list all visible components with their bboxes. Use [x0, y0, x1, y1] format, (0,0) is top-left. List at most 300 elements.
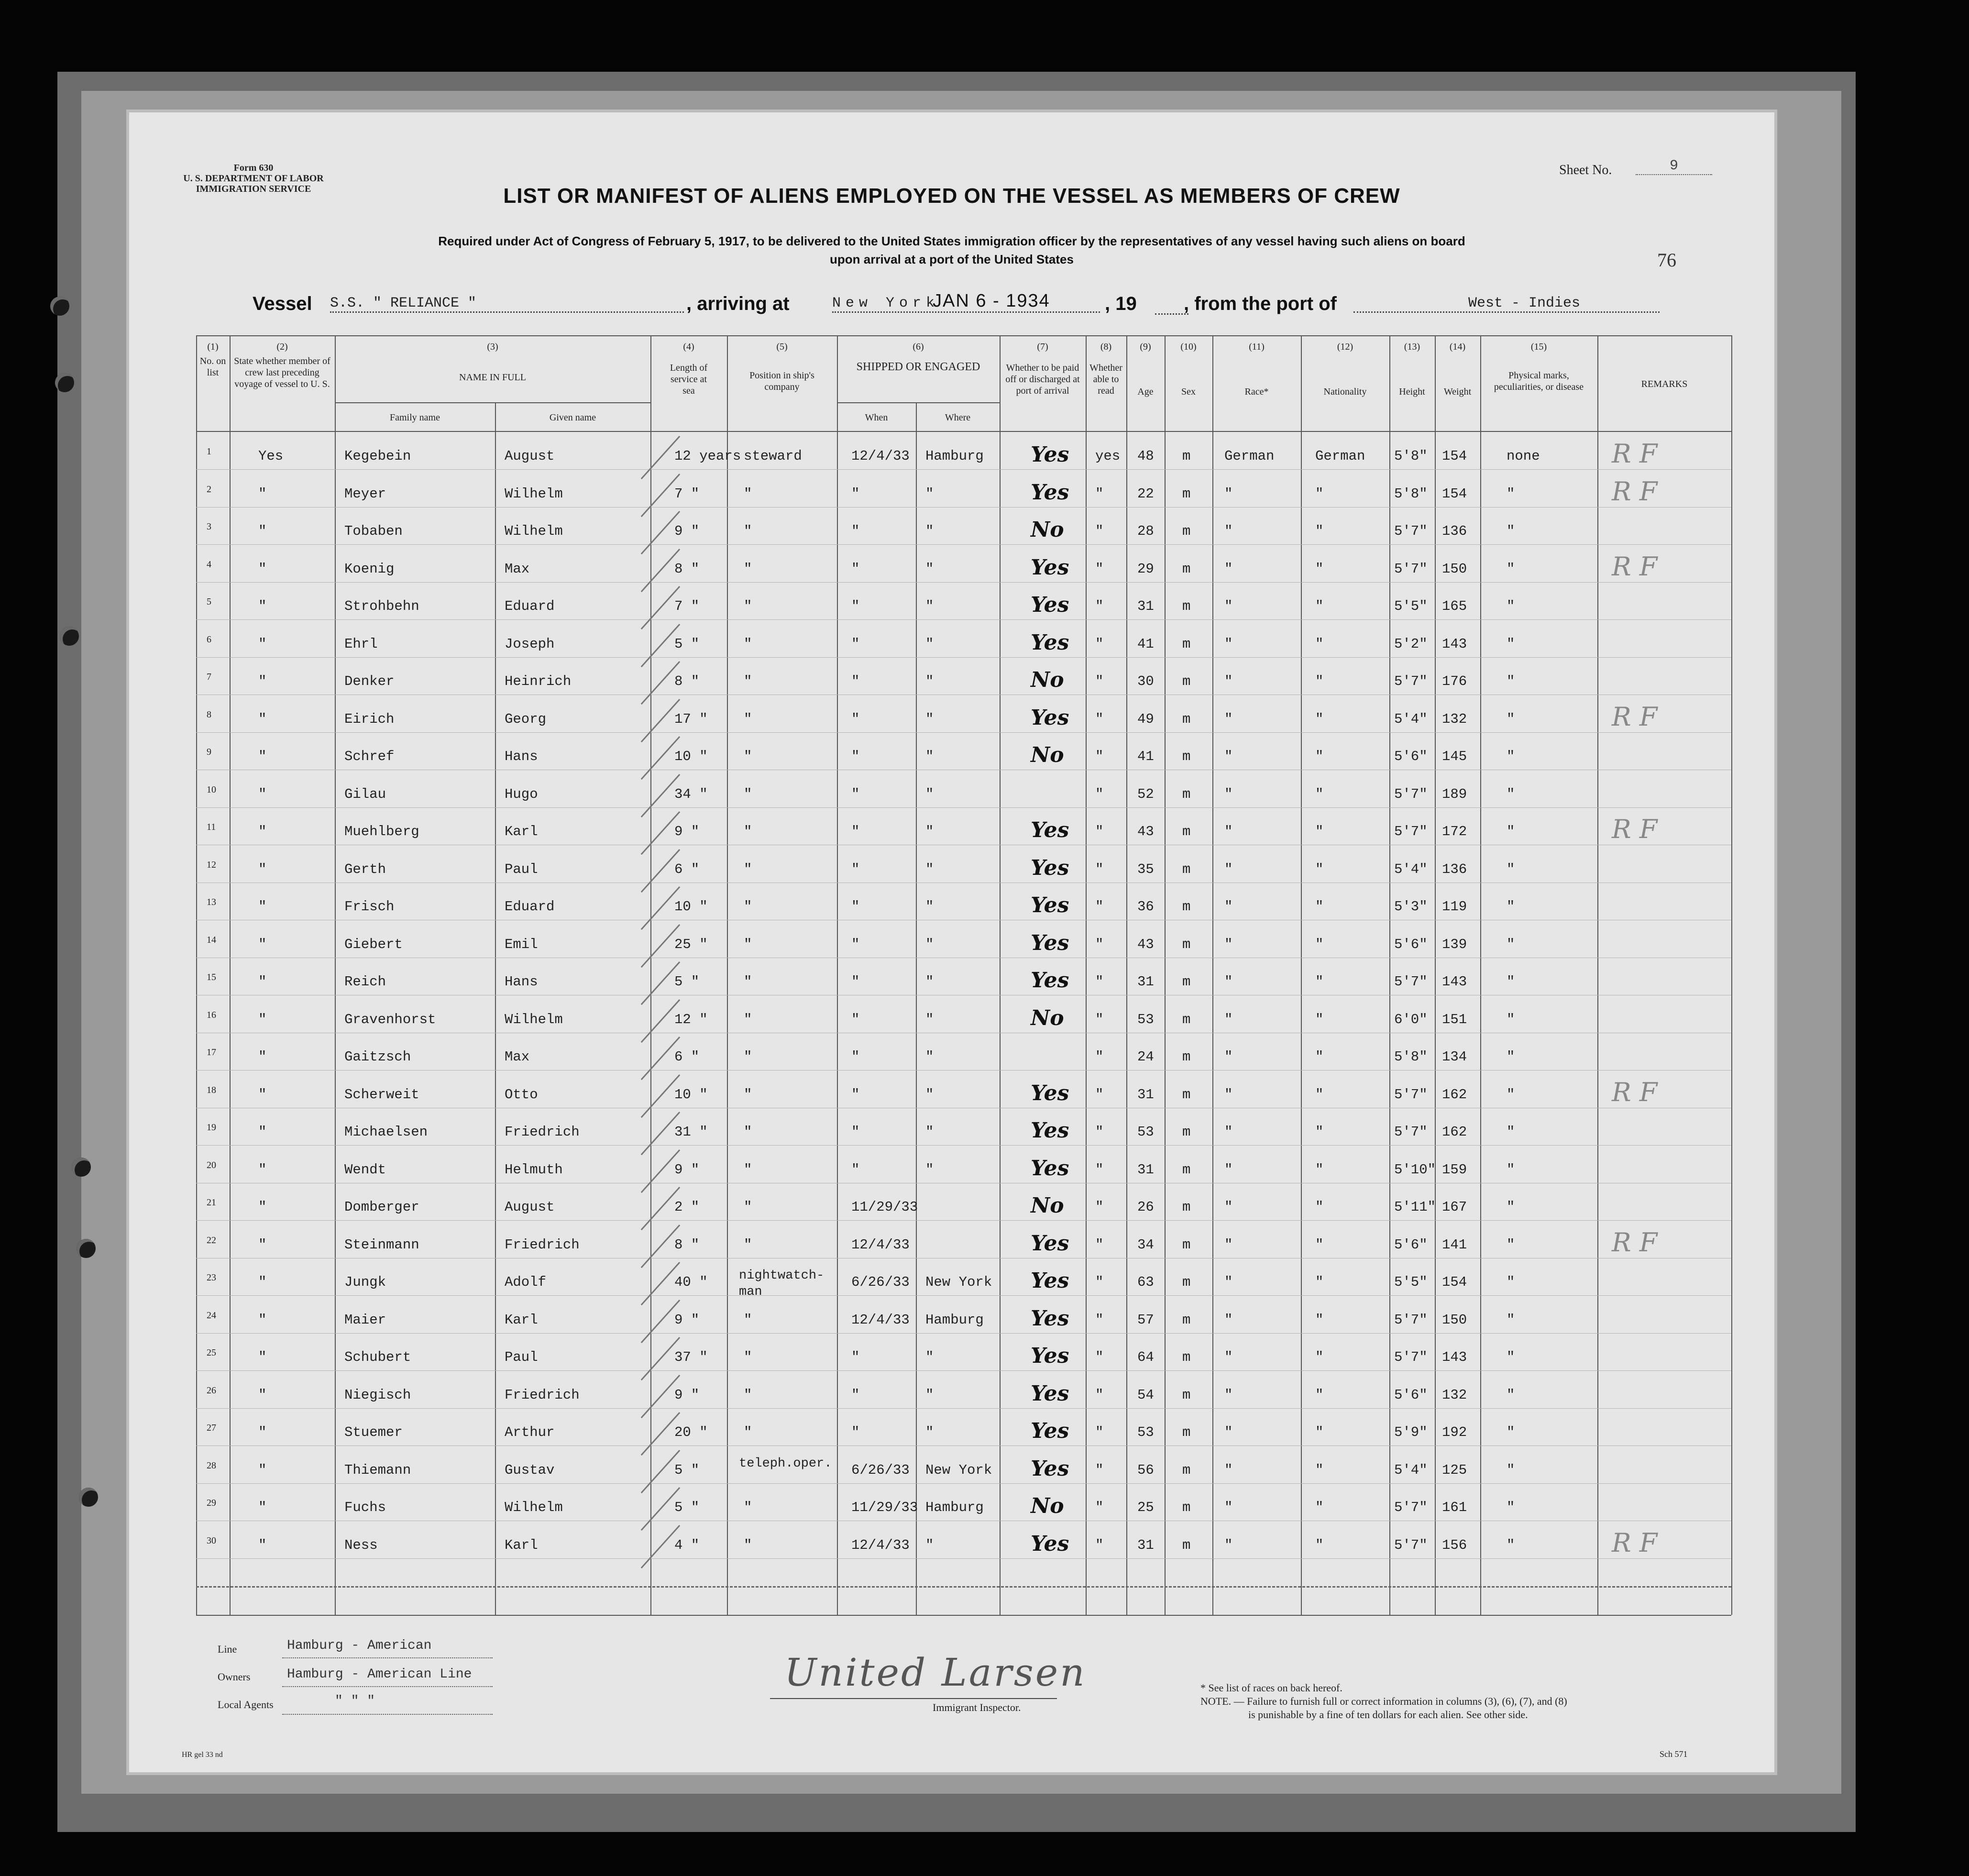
row-divider — [196, 544, 1731, 545]
col-prev: " — [258, 561, 267, 577]
handwritten-paid-off: Yes — [1031, 855, 1069, 880]
col-race: " — [1224, 824, 1233, 839]
col7-header — [1000, 341, 1086, 397]
date-stamp: JAN 6 - 1934 — [933, 291, 1050, 311]
col14-number: (14) — [1449, 342, 1466, 352]
col-race: " — [1224, 861, 1233, 877]
col-race: " — [1224, 786, 1233, 802]
col-service: 25 " — [674, 936, 708, 952]
col-age: 26 — [1137, 1199, 1154, 1215]
col-nationality: " — [1315, 1537, 1324, 1553]
col-sex: m — [1182, 1274, 1191, 1290]
col-height: 5'8" — [1394, 1049, 1428, 1065]
col-prev: " — [258, 936, 267, 952]
handwritten-paid-off: Yes — [1031, 1344, 1069, 1368]
col-prev: Yes — [258, 448, 284, 464]
pencil-remark: R F — [1612, 551, 1658, 582]
col-age: 48 — [1137, 448, 1154, 464]
col-race: " — [1224, 1236, 1233, 1253]
col-service: 37 " — [674, 1349, 708, 1365]
col4-label: Length of service at sea — [670, 363, 708, 396]
inspector-signature-line — [770, 1698, 1057, 1699]
col-where: New York — [925, 1462, 992, 1478]
col-prev: " — [258, 1161, 267, 1178]
col-given: August — [505, 448, 555, 464]
col-race: " — [1224, 598, 1233, 614]
col-prev: " — [258, 523, 267, 539]
col-when: " — [851, 899, 860, 915]
col-height: 5'7" — [1394, 1537, 1428, 1553]
col-divider — [1731, 335, 1732, 1615]
col-family: Tobaben — [344, 523, 403, 539]
col14-label: Weight — [1443, 386, 1472, 397]
handwritten-paid-off: No — [1031, 668, 1064, 692]
header-bottom-border — [196, 431, 1731, 432]
col-age: 63 — [1137, 1274, 1154, 1290]
col-given: Max — [505, 561, 530, 577]
col-family: Wendt — [344, 1161, 386, 1178]
crew-table — [196, 335, 1731, 1615]
row-divider — [196, 1408, 1731, 1409]
col-marks: " — [1507, 1537, 1515, 1553]
col-prev: " — [258, 598, 267, 614]
row-divider — [196, 807, 1731, 808]
col-where: " — [925, 1011, 934, 1027]
col-when: 11/29/33 — [851, 1199, 918, 1215]
col-prev: " — [258, 636, 267, 652]
col-service: 5 " — [674, 1500, 700, 1515]
col-read: " — [1095, 1424, 1104, 1440]
col-prev: " — [258, 1462, 267, 1478]
handwritten-paid-off: Yes — [1031, 593, 1069, 617]
handwritten-paid-off: Yes — [1031, 705, 1069, 730]
col9-header — [1126, 341, 1165, 397]
col-age: 31 — [1137, 974, 1154, 990]
col-given: Eduard — [505, 899, 555, 915]
col-family: Stuemer — [344, 1424, 403, 1440]
col-divider — [1389, 335, 1390, 1615]
pencil-remark: R F — [1612, 476, 1658, 507]
col-race: " — [1224, 523, 1233, 539]
col-when: 6/26/33 — [851, 1462, 910, 1478]
col-read: " — [1095, 523, 1104, 539]
col-marks: " — [1507, 1049, 1515, 1065]
row-number: 26 — [207, 1385, 216, 1396]
col-height: 5'6" — [1394, 936, 1428, 952]
col-when: " — [851, 673, 860, 689]
col-position: " — [744, 1199, 752, 1215]
col-age: 31 — [1137, 598, 1154, 614]
col-position: teleph.oper. — [739, 1456, 832, 1471]
col-position: " — [744, 1049, 752, 1065]
col-age: 49 — [1137, 711, 1154, 727]
year-label: , 19 — [1105, 293, 1137, 314]
col-weight: 151 — [1442, 1011, 1467, 1027]
col-height: 5'4" — [1394, 861, 1428, 877]
pencil-remark: R F — [1612, 1527, 1658, 1558]
col-family: Reich — [344, 974, 386, 990]
col-position: " — [744, 561, 752, 577]
col-position: " — [744, 786, 752, 802]
col-weight: 119 — [1442, 899, 1467, 915]
col-age: 53 — [1137, 1011, 1154, 1027]
col-where: " — [925, 1537, 934, 1553]
col-marks: " — [1507, 1462, 1515, 1478]
col-when: " — [851, 936, 860, 952]
col-prev: " — [258, 1086, 267, 1103]
col-when: " — [851, 1124, 860, 1140]
col-weight: 145 — [1442, 749, 1467, 764]
col-read: " — [1095, 1312, 1104, 1328]
col-prev: " — [258, 1500, 267, 1515]
col-read: " — [1095, 786, 1104, 802]
col-weight: 189 — [1442, 786, 1467, 802]
col-family: Domberger — [344, 1199, 419, 1215]
col-position: " — [744, 899, 752, 915]
row-divider — [196, 1483, 1731, 1484]
col-where: " — [925, 861, 934, 877]
col-nationality: " — [1315, 1011, 1324, 1027]
col8-header — [1086, 341, 1126, 397]
row-number: 14 — [207, 934, 216, 945]
row-divider — [196, 619, 1731, 620]
row-number: 2 — [207, 484, 211, 495]
col-given: Heinrich — [505, 673, 572, 689]
subtitle-line-1: Required under Act of Congress of February 5, 1917, to be delivered to the United States immigration officer by the representatives of any vessel having such aliens on board — [438, 234, 1465, 248]
binder-hole-icon — [72, 1158, 91, 1177]
col-sex: m — [1182, 711, 1191, 727]
col-weight: 136 — [1442, 523, 1467, 539]
col-service: 20 " — [674, 1424, 708, 1440]
col-service: 8 " — [674, 1236, 700, 1253]
col-when: " — [851, 523, 860, 539]
col-divider — [1086, 335, 1087, 1615]
col-where: " — [925, 786, 934, 802]
col-read: " — [1095, 486, 1104, 502]
col-when: " — [851, 974, 860, 990]
handwritten-paid-off: No — [1031, 518, 1064, 542]
col-family: Meyer — [344, 486, 386, 502]
col-weight: 125 — [1442, 1462, 1467, 1478]
col2-header — [232, 341, 332, 390]
col-position: " — [744, 1086, 752, 1103]
col-prev: " — [258, 824, 267, 839]
col-sex: m — [1182, 1199, 1191, 1215]
col-age: 43 — [1137, 936, 1154, 952]
manifest-sheet — [129, 112, 1774, 1772]
col4-number: (4) — [683, 342, 694, 352]
col-position: " — [744, 598, 752, 614]
col-prev: " — [258, 1236, 267, 1253]
col-race: " — [1224, 1274, 1233, 1290]
col-when: 12/4/33 — [851, 1312, 910, 1328]
col-sex: m — [1182, 1011, 1191, 1027]
handwritten-paid-off: Yes — [1031, 1419, 1069, 1443]
form-number: Form 630 — [233, 163, 274, 173]
col-marks: " — [1507, 486, 1515, 502]
col-sex: m — [1182, 1500, 1191, 1515]
sheet-label: Sheet No. — [1559, 163, 1612, 177]
col6b-header: Where — [945, 412, 971, 423]
col-marks: " — [1507, 1500, 1515, 1515]
pencil-remark: R F — [1612, 701, 1658, 732]
col-height: 5'4" — [1394, 1462, 1428, 1478]
col-prev: " — [258, 1011, 267, 1027]
col-nationality: " — [1315, 673, 1324, 689]
row-number: 28 — [207, 1460, 216, 1471]
col-when: " — [851, 636, 860, 652]
col-read: " — [1095, 1161, 1104, 1178]
col-marks: " — [1507, 1161, 1515, 1178]
col15-header — [1480, 341, 1597, 393]
col8-number: (8) — [1100, 342, 1112, 352]
col-nationality: " — [1315, 523, 1324, 539]
handwritten-paid-off: Yes — [1031, 1081, 1069, 1105]
binder-hole-icon — [77, 1239, 96, 1258]
col-family: Niegisch — [344, 1387, 411, 1403]
col-race: " — [1224, 1011, 1233, 1027]
row-number: 23 — [207, 1272, 216, 1283]
col-read: " — [1095, 673, 1104, 689]
col4-header — [650, 341, 727, 397]
col-nationality: " — [1315, 749, 1324, 764]
form-service: IMMIGRATION SERVICE — [196, 184, 311, 194]
col-service: 8 " — [674, 561, 700, 577]
col-weight: 143 — [1442, 1349, 1467, 1365]
col-marks: " — [1507, 1124, 1515, 1140]
col-age: 30 — [1137, 673, 1154, 689]
col8-label: Whether able to read — [1089, 363, 1122, 396]
col-nationality: " — [1315, 824, 1324, 839]
row-number: 12 — [207, 859, 216, 870]
col-height: 5'7" — [1394, 1349, 1428, 1365]
handwritten-paid-off: Yes — [1031, 968, 1069, 993]
col-given: Karl — [505, 1537, 538, 1553]
pencil-remark: R F — [1612, 439, 1658, 469]
col-age: 52 — [1137, 786, 1154, 802]
col-read: " — [1095, 1124, 1104, 1140]
col-marks: " — [1507, 786, 1515, 802]
col-nationality: " — [1315, 561, 1324, 577]
col-given: Friedrich — [505, 1124, 580, 1140]
col-divider — [1126, 335, 1127, 1615]
col-read: " — [1095, 561, 1104, 577]
col5-number: (5) — [776, 342, 788, 352]
col-service: 7 " — [674, 598, 700, 614]
col-when: " — [851, 1161, 860, 1178]
col-age: 53 — [1137, 1424, 1154, 1440]
col-where: " — [925, 899, 934, 915]
col-sex: m — [1182, 974, 1191, 990]
col7-number: (7) — [1037, 342, 1048, 352]
col-marks: " — [1507, 861, 1515, 877]
col12-number: (12) — [1337, 342, 1353, 352]
col-race: " — [1224, 1199, 1233, 1215]
col-marks: " — [1507, 673, 1515, 689]
col-marks: " — [1507, 523, 1515, 539]
form-department: U. S. DEPARTMENT OF LABOR — [183, 173, 324, 184]
col-sex: m — [1182, 1387, 1191, 1403]
row-number: 3 — [207, 521, 211, 532]
col-service: 12 " — [674, 1011, 708, 1027]
col-weight: 162 — [1442, 1124, 1467, 1140]
footer-owners-value: Hamburg - American Line — [287, 1667, 472, 1682]
col-where: " — [925, 1349, 934, 1365]
col-family: Schubert — [344, 1349, 411, 1365]
penalty-note-2: is punishable by a fine of ten dollars for each alien. See other side. — [1248, 1709, 1528, 1721]
col-when: " — [851, 598, 860, 614]
col-position: " — [744, 1387, 752, 1403]
row-number: 5 — [207, 596, 211, 607]
footer-agents-fill — [282, 1714, 493, 1715]
col-marks: " — [1507, 711, 1515, 727]
col-position: " — [744, 486, 752, 502]
row-number: 6 — [207, 634, 211, 645]
col6-number: (6) — [913, 342, 924, 352]
col-family: Fuchs — [344, 1500, 386, 1515]
col-given: Karl — [505, 1312, 538, 1328]
col-sex: m — [1182, 448, 1191, 464]
races-note: * See list of races on back hereof. — [1200, 1682, 1342, 1694]
col-given: Friedrich — [505, 1236, 580, 1253]
col-age: 24 — [1137, 1049, 1154, 1065]
col-where: " — [925, 974, 934, 990]
col-nationality: " — [1315, 1161, 1324, 1178]
col-when: " — [851, 1086, 860, 1103]
col-when: " — [851, 1349, 860, 1365]
col-position: " — [744, 749, 752, 764]
col-given: August — [505, 1199, 555, 1215]
col3-number: (3) — [487, 342, 498, 352]
col-height: 5'7" — [1394, 974, 1428, 990]
col-given: Helmuth — [505, 1161, 563, 1178]
col-age: 43 — [1137, 824, 1154, 839]
col-divider — [1165, 335, 1166, 1615]
handwritten-paid-off: No — [1031, 743, 1064, 767]
shipped-subheader-line — [837, 402, 1000, 403]
col-weight: 136 — [1442, 861, 1467, 877]
page-title: LIST OR MANIFEST OF ALIENS EMPLOYED ON THE VESSEL AS MEMBERS OF CREW — [503, 184, 1400, 208]
col-given: Eduard — [505, 598, 555, 614]
col-nationality: " — [1315, 711, 1324, 727]
handwritten-paid-off: Yes — [1031, 893, 1069, 917]
col-race: " — [1224, 636, 1233, 652]
row-number: 20 — [207, 1159, 216, 1170]
col-weight: 172 — [1442, 824, 1467, 839]
row-number: 27 — [207, 1423, 216, 1433]
col-when: " — [851, 486, 860, 502]
col-height: 5'6" — [1394, 1236, 1428, 1253]
col-given: Hans — [505, 749, 538, 764]
col-weight: 154 — [1442, 448, 1467, 464]
col-read: " — [1095, 1274, 1104, 1290]
col-service: 6 " — [674, 1049, 700, 1065]
col-height: 5'7" — [1394, 786, 1428, 802]
row-divider — [196, 507, 1731, 508]
col-height: 5'4" — [1394, 711, 1428, 727]
handwritten-paid-off: Yes — [1031, 442, 1069, 467]
col-sex: m — [1182, 598, 1191, 614]
col-service: 5 " — [674, 1462, 700, 1478]
col-nationality: " — [1315, 1199, 1324, 1215]
col-nationality: German — [1315, 448, 1365, 464]
col-nationality: " — [1315, 486, 1324, 502]
schedule-code: Sch 571 — [1660, 1749, 1688, 1759]
arriving-port: New York — [832, 295, 1100, 313]
binder-hole-icon — [55, 373, 74, 392]
col-service: 17 " — [674, 711, 708, 727]
col-divider — [837, 335, 838, 1615]
col-position: " — [744, 1312, 752, 1328]
col-sex: m — [1182, 673, 1191, 689]
col-where: " — [925, 486, 934, 502]
table-top-border — [196, 335, 1731, 336]
col-service: 7 " — [674, 486, 700, 502]
col-age: 35 — [1137, 861, 1154, 877]
col-given: Otto — [505, 1086, 538, 1103]
col-position: " — [744, 711, 752, 727]
col-where: New York — [925, 1274, 992, 1290]
col-position: nightwatch-man — [739, 1269, 825, 1299]
col-position: " — [744, 1236, 752, 1253]
col-when: " — [851, 1049, 860, 1065]
col-read: " — [1095, 636, 1104, 652]
col-read: " — [1095, 1387, 1104, 1403]
row-number: 8 — [207, 709, 211, 720]
handwritten-paid-off: Yes — [1031, 1531, 1069, 1556]
col-prev: " — [258, 1349, 267, 1365]
col-race: " — [1224, 1387, 1233, 1403]
handwritten-paid-off: Yes — [1031, 1231, 1069, 1256]
footer-line-label: Line — [218, 1643, 237, 1655]
page-subtitle — [129, 232, 1774, 268]
col-height: 5'9" — [1394, 1424, 1428, 1440]
col-divider — [1301, 335, 1302, 1615]
row-number: 21 — [207, 1197, 216, 1208]
col-service: 8 " — [674, 673, 700, 689]
col-sex: m — [1182, 1537, 1191, 1553]
row-number: 15 — [207, 972, 216, 982]
col-position: " — [744, 636, 752, 652]
footer-agents-value: " " " — [335, 1694, 375, 1709]
col-family: Jungk — [344, 1274, 386, 1290]
col-family: Strohbehn — [344, 598, 419, 614]
col13-number: (13) — [1404, 342, 1420, 352]
col-prev: " — [258, 1537, 267, 1553]
col-given: Joseph — [505, 636, 555, 652]
col-age: 28 — [1137, 523, 1154, 539]
col-age: 36 — [1137, 899, 1154, 915]
col-nationality: " — [1315, 1387, 1324, 1403]
col-position: " — [744, 936, 752, 952]
col-service: 10 " — [674, 1086, 708, 1103]
col-race: " — [1224, 899, 1233, 915]
col-sex: m — [1182, 561, 1191, 577]
col-sex: m — [1182, 636, 1191, 652]
col-when: " — [851, 824, 860, 839]
col-given: Hans — [505, 974, 538, 990]
col-marks: " — [1507, 1011, 1515, 1027]
col-age: 64 — [1137, 1349, 1154, 1365]
col-nationality: " — [1315, 1462, 1324, 1478]
handwritten-paid-off: Yes — [1031, 630, 1069, 655]
col-marks: " — [1507, 1199, 1515, 1215]
col-nationality: " — [1315, 1049, 1324, 1065]
col-height: 5'7" — [1394, 824, 1428, 839]
col-divider — [495, 402, 496, 1615]
col15-number: (15) — [1530, 342, 1547, 352]
col-sex: m — [1182, 861, 1191, 877]
